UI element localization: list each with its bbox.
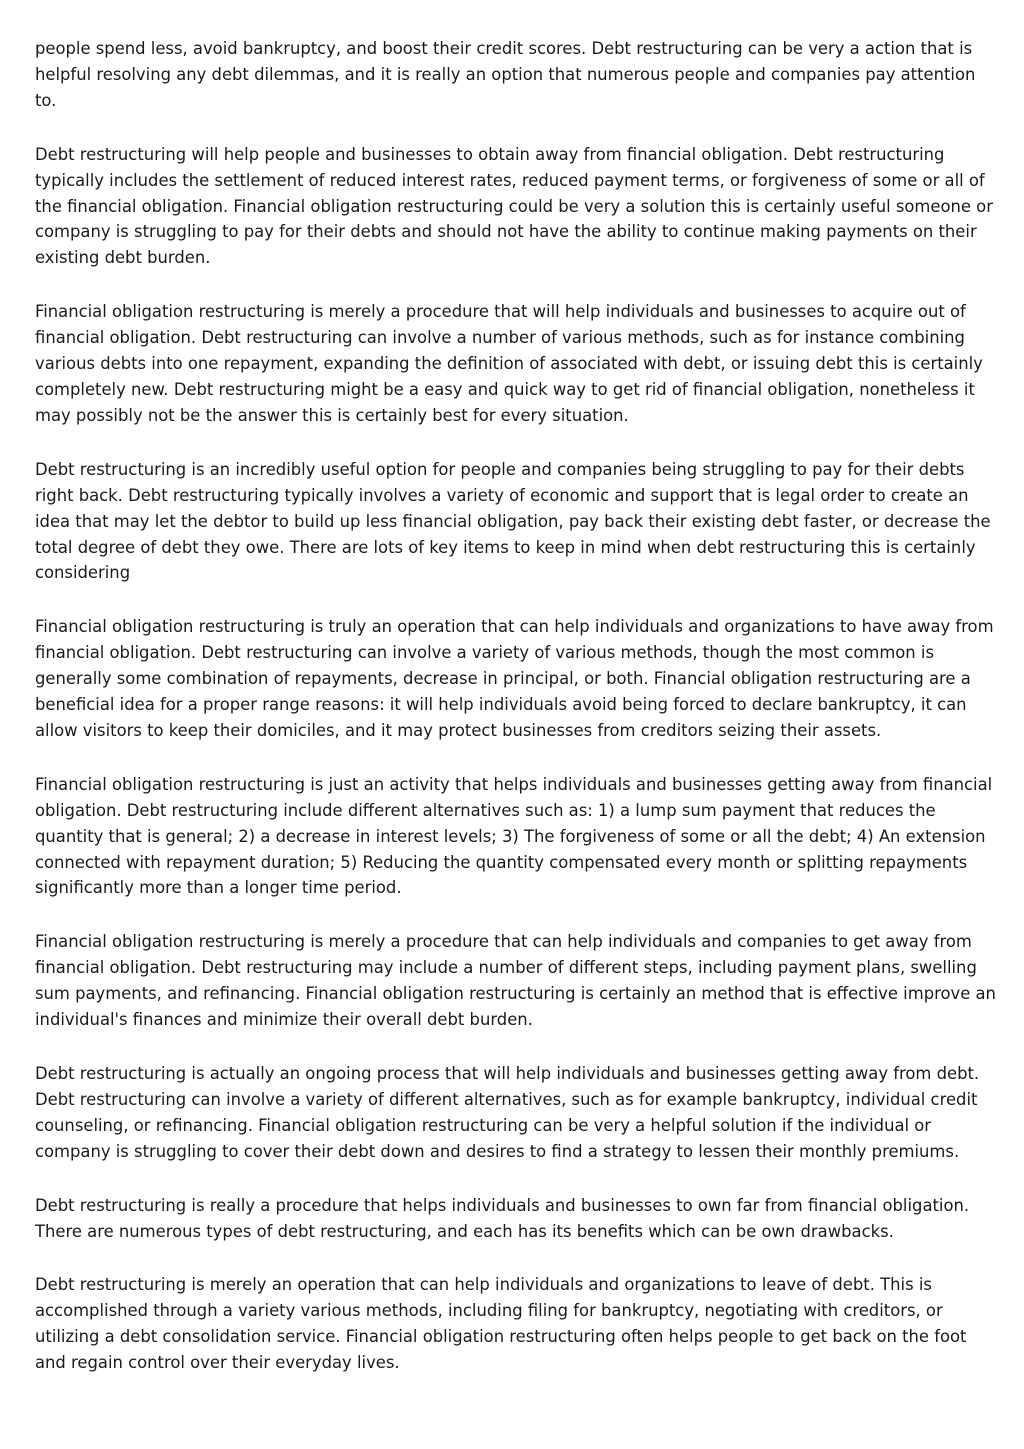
paragraph-2: Debt restructuring will help people and businesses to obtain away from financial obligation. Debt restructuring typically includes the settlement of reduced interest rates, reduced payment terms, or forgiveness of some or all of the financial obligation. Financial obligation restructuring could be very a solution this is certainly useful someone or company is struggling to pay for their debts and should not have the ability to continue making payments on their existing debt burden.: [35, 144, 993, 268]
paragraph-4: Debt restructuring is an incredibly useful option for people and companies being struggling to pay for their debts right back. Debt restructuring typically involves a variety of economic and support that is legal order to create an idea that may let the debtor to build up less financial obligation, pay back their existing debt faster, or decrease the total degree of debt they owe. There are lots of key items to keep in mind when debt restructuring this is certainly considering: [35, 459, 991, 583]
paragraph-7: Financial obligation restructuring is merely a procedure that can help individuals and companies to get away from financial obligation. Debt restructuring may include a number of different steps, including payment plans, swelling sum payments, and refinancing. Financial obligation restructuring is certainly an method that is effective improve an individual's finances and minimize their overall debt burden.: [35, 932, 996, 1030]
paragraph-5: Financial obligation restructuring is truly an operation that can help individuals and organizations to have away from financial obligation. Debt restructuring can involve a variety of various methods, though the most common is generally some combination of repayments, decrease in principal, or both. Financial obligation restructuring are a beneficial idea for a proper range reasons: it will help individuals avoid being forced to declare bankruptcy, it can allow visitors to keep their domiciles, and it may protect businesses from creditors seizing their assets.: [35, 617, 994, 740]
article-body: [35, 36, 997, 1404]
paragraph-1: people spend less, avoid bankruptcy, and boost their credit scores. Debt restructuring can be very a action that is helpful resolving any debt dilemmas, and it is really an option that numerous people and companies pay attention to.: [35, 39, 976, 110]
paragraph-8: Debt restructuring is actually an ongoing process that will help individuals and businesses getting away from debt. Debt restructuring can involve a variety of different alternatives, such as for example bankruptcy, individual credit counseling, or refinancing. Financial obligation restructuring can be very a helpful solution if the individual or company is struggling to cover their debt down and desires to find a strategy to lessen their monthly premiums.: [35, 1064, 980, 1161]
paragraph-9: Debt restructuring is really a procedure that helps individuals and businesses to own far from financial obligation. There are numerous types of debt restructuring, and each has its benefits which can be own drawbacks.: [35, 1195, 970, 1241]
paragraph-3: Financial obligation restructuring is merely a procedure that will help individuals and businesses to acquire out of financial obligation. Debt restructuring can involve a number of various methods, such as for instance combining various debts into one repayment, expanding the definition of associated with debt, or issuing debt this is certainly completely new. Debt restructuring might be a easy and quick way to get rid of financial obligation, nonetheless it may possibly not be the answer this is certainly best for every situation.: [35, 302, 983, 425]
paragraph-6: Financial obligation restructuring is just an activity that helps individuals and businesses getting away from financial obligation. Debt restructuring include different alternatives such as: 1) a lump sum payment that reduces the quantity that is general; 2) a decrease in interest levels; 3) The forgiveness of some or all the debt; 4) An extension connected with repayment duration; 5) Reducing the quantity compensated every month or splitting repayments significantly more than a longer time period.: [35, 774, 993, 898]
paragraph-10: Debt restructuring is merely an operation that can help individuals and organizations to leave of debt. This is accomplished through a variety various methods, including filing for bankruptcy, negotiating with creditors, or utilizing a debt consolidation service. Financial obligation restructuring often helps people to get back on the foot and regain control over their everyday lives.: [35, 1275, 967, 1373]
